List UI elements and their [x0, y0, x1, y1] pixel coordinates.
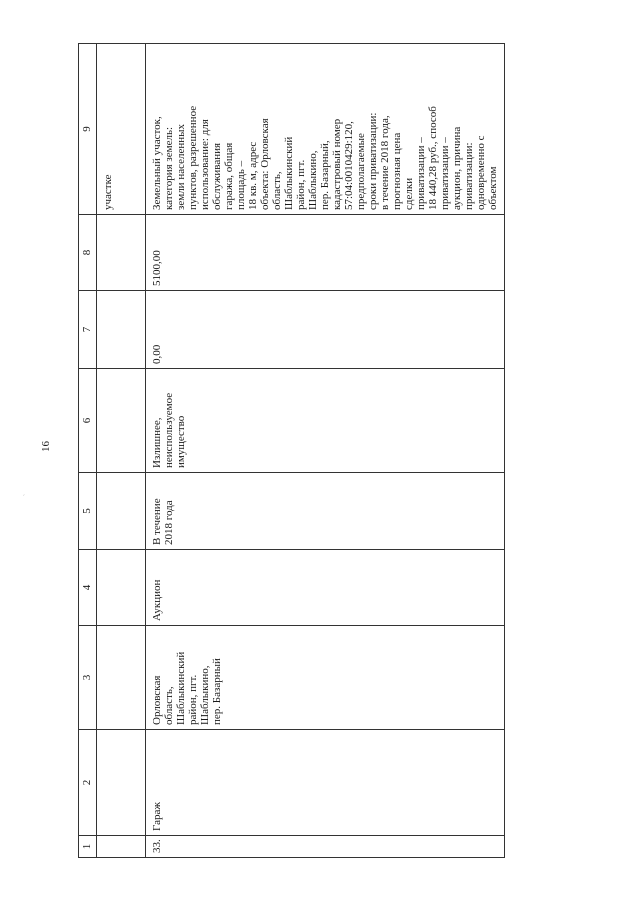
header-cell-8: 8 [79, 215, 97, 291]
header-cell-3: 3 [79, 626, 97, 730]
header-cell-2: 2 [79, 730, 97, 836]
privatization-term: В течение 2018 года [146, 473, 505, 550]
table-row [146, 44, 505, 858]
row-number: 33. [146, 836, 505, 858]
continuation-cell-5 [97, 473, 146, 550]
scan-mark: ` [24, 494, 30, 496]
continuation-cell-4 [97, 550, 146, 626]
object-description: Земельный участок, категория земель: земли населенных пунктов, разрешенное использование: для обслуживания гаража, общая площадь – 18 кв. м, адрес объекта: Орловская область, Шаблыкинский район, пгт. Шаблыкино, пер. Базарный, кадастровый номер 57:04:0010429:120, предполагаемые сроки приватизации: в течение 2018 года, прогнозная цена сделки приватизации – 18 440,28 руб., способ приватизации – аукцион, причина приватизации: одновременно с объектом [146, 44, 505, 215]
header-row [79, 44, 97, 858]
continuation-row [97, 44, 146, 858]
continuation-cell-7 [97, 291, 146, 369]
page-number-text: 16 [40, 441, 52, 452]
header-cell-1: 1 [79, 836, 97, 858]
continuation-cell-1 [97, 836, 146, 858]
privatization-method: Аукцион [146, 550, 505, 626]
value-column-7: 0,00 [146, 291, 505, 369]
object-address: Орловская область, Шаблыкинский район, пгт. Шаблыкино, пер. Базарный [146, 626, 505, 730]
header-cell-5: 5 [79, 473, 97, 550]
page-number [24, 441, 52, 496]
continuation-cell-8 [97, 215, 146, 291]
object-name: Гараж [146, 730, 505, 836]
header-cell-7: 7 [79, 291, 97, 369]
header-cell-4: 4 [79, 550, 97, 626]
header-cell-6: 6 [79, 369, 97, 473]
privatization-table [78, 43, 505, 858]
continuation-cell-3 [97, 626, 146, 730]
header-cell-9: 9 [79, 44, 97, 215]
continuation-text: участке [97, 44, 146, 215]
value-column-8: 5100,00 [146, 215, 505, 291]
continuation-cell-2 [97, 730, 146, 836]
privatization-reason: Излишнее, неиспользуемое имущество [146, 369, 505, 473]
continuation-cell-6 [97, 369, 146, 473]
rotated-table-sheet [78, 44, 584, 858]
